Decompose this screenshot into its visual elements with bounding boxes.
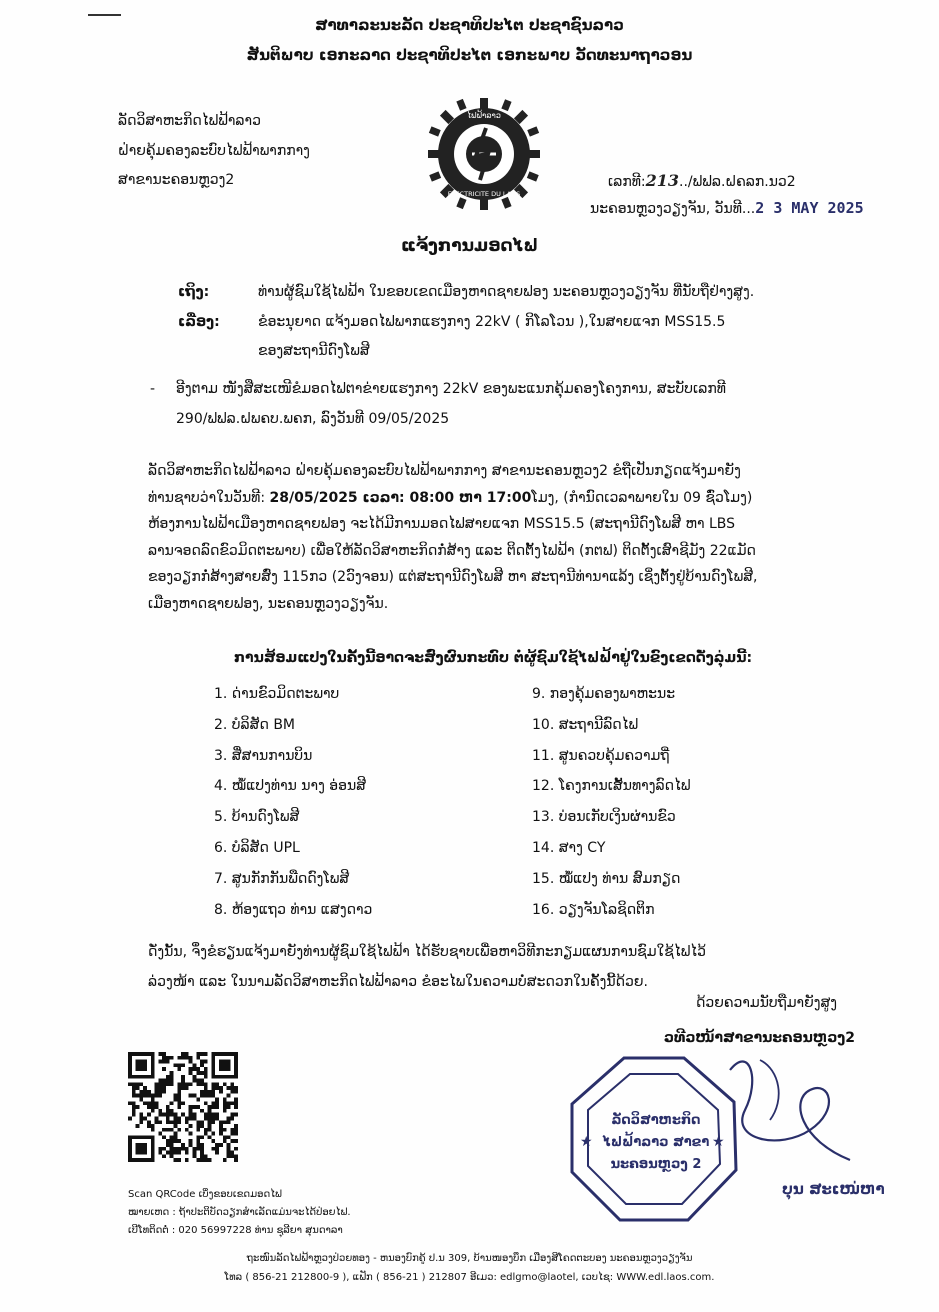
qr-code[interactable] bbox=[128, 1052, 238, 1162]
org-name-line1: ລັດວິສາຫະກິດໄຟຟ້າລາວ bbox=[118, 113, 261, 129]
body-duration: ໂມງ, (ກຳນົດເວລາພາຍໃນ 09 ຊົ່ວໂມງ) bbox=[531, 489, 753, 506]
list-item: 4. ໝໍ້ແປງທ່ານ ນາງ ອ່ອນສີ bbox=[214, 778, 367, 794]
edl-logo-icon bbox=[428, 98, 540, 210]
subject-line1: ຂໍອະນຸຍາດ ແຈ້ງມອດໄຟພາກແຮງກາງ 22kV ( ກິໂລໂວນ ),ໃນສາຍແຈກ MSS15.5 bbox=[258, 314, 726, 330]
affected-areas-heading: ການສ້ອມແປງໃນຄັ້ງນີ້ອາດຈະສົ່ງຜົນກະທົບ ຕໍ່ຜູ້ຊົມໃຊ້ໄຟຟ້າຢູ່ໃນຂົງເຂດດັ່ງລຸ່ມນີ້: bbox=[234, 650, 753, 666]
date-stamp: 2 3 MAY 2025 bbox=[755, 199, 864, 217]
logo-latin-text: ELECTRICITE DU LAOS bbox=[447, 190, 521, 198]
national-header-line1: ສາທາລະນະລັດ ປະຊາທິປະໄຕ ປະຊາຊົນລາວ bbox=[315, 16, 624, 34]
reference-bullet: - bbox=[150, 381, 156, 397]
to-text: ທ່ານຜູ້ຊົມໃຊ້ໄຟຟ້າ ໃນຂອບເຂດເມືອງຫາດຊາຍຟອງ ນະຄອນຫຼວງວຽງຈັນ ທີ່ນັບຖືຢ່າງສູງ. bbox=[258, 284, 755, 300]
subject-label: ເລື່ອງ: bbox=[178, 314, 220, 330]
stamp-star-icon: ★ bbox=[712, 1134, 725, 1150]
list-item: 7. ສູນກັກກັນພືດດົງໂພສີ bbox=[214, 871, 350, 887]
handwritten-signature bbox=[690, 1040, 860, 1180]
closing-line1: ດັ່ງນັ້ນ, ຈຶ່ງຂໍຮຽນແຈ້ງມາຍັງທ່ານຜູ້ຊົມໃຊ້ໄຟຟ້າ ໄດ້ຮັບຊາບເພື່ອຫາວິທີກະກຽມແຜນການຊົມໃຊ້ໄຟໄວ້ bbox=[148, 944, 707, 960]
list-item: 5. ບ້ານດົງໂພສີ bbox=[214, 809, 300, 825]
body-line4: ລານຈອດລົດຂົວມິດຕະພາບ) ເພື່ອໃຫ້ລັດວິສາຫະກິດກໍ່ສ້າງ ແລະ ຕິດຕັ້ງໄຟຟ້າ (ກຕຟ) ຕິດຕັ້ງເສົາຊີມັງ 22ແມັດ bbox=[148, 542, 756, 559]
list-item: 15. ໝໍ້ແປງ ທ່ານ ສົມກຽດ bbox=[532, 871, 681, 887]
body-paragraph bbox=[148, 458, 860, 617]
list-item: 16. ວຽງຈັນໂລຊິດຕິກ bbox=[532, 902, 655, 918]
stamp-line1: ລັດວິສາຫະກິດ bbox=[611, 1113, 701, 1128]
issue-date bbox=[590, 199, 864, 217]
ref-prefix: ເລກທີ: bbox=[608, 174, 646, 190]
reference-number bbox=[608, 171, 796, 190]
national-header-line2: ສັນຕິພາບ ເອກະລາດ ປະຊາທິປະໄຕ ເອກະພາບ ວັດທະນາຖາວອນ bbox=[246, 46, 693, 64]
document-title: ແຈ້ງການມອດໄຟ bbox=[400, 236, 539, 256]
subject-line2: ຂອງສະຖານີດົງໂພສີ bbox=[258, 343, 370, 359]
list-item: 6. ບໍລິສັດ UPL bbox=[214, 840, 300, 856]
body-line1: ລັດວິສາຫະກິດໄຟຟ້າລາວ ຝ່າຍຄຸ້ມຄອງລະບົບໄຟຟ້າພາກກາງ ສາຂານະຄອນຫຼວງ2 ຂໍຖືເປັນກຽດແຈ້ງມາຍັງ bbox=[148, 463, 741, 479]
body-line5: ຂອງວຽກກໍ່ສ້າງສາຍສົ່ງ 115ກວ (2ວົງຈອນ) ແຕ່ສະຖານີດົງໂພສີ ຫາ ສະຖານີທ່ານາແລ້ງ ເຊິ່ງຕັ້ງຢູ່ບ້ານດົງໂພສີ, bbox=[148, 569, 758, 585]
contact-phone: ເບີໂທຕິດຕໍ່ : 020 56997228 ທ່ານ ຊຸລີຍາ ສຸນດາລາ bbox=[128, 1225, 343, 1236]
ref-suffix: ../ຟຟລ.ຝຄລກ.ນວ2 bbox=[679, 174, 796, 190]
list-item: 12. ໂຄງການເສັ້ນທາງລົດໄຟ bbox=[532, 778, 691, 794]
list-item: 2. ບໍລິສັດ BM bbox=[214, 717, 295, 733]
stamp-star-icon: ★ bbox=[580, 1134, 593, 1150]
qr-note: ໝາຍເຫດ : ຖ້າປະຕິບັດວຽກສຳເລັດແມ່ນຈະໄດ້ປ່ອຍໄຟ. bbox=[128, 1207, 351, 1218]
reference-note-line2: 290/ຟຟລ.ຝພຄບ.ພຄກ, ລົງວັນທີ 09/05/2025 bbox=[176, 411, 450, 427]
stamp-line3: ນະຄອນຫຼວງ 2 bbox=[610, 1157, 702, 1172]
closing-paragraph bbox=[148, 937, 860, 997]
list-item: 11. ສູນຄວບຄຸ້ມຄວາມຖີ່ bbox=[532, 748, 670, 764]
list-item: 13. ບ່ອນເກັບເງິນຜ່ານຂົວ bbox=[532, 809, 676, 825]
reference-note-line1: ອີງຕາມ ໜັງສືສະເໜີຂໍມອດໄຟຕາຂ່າຍແຮງກາງ 22kV ຂອງພະແນກຄຸ້ມຄອງໂຄງການ, ສະບັບເລກທີ bbox=[176, 381, 726, 397]
signer-name: ບຸນ ສະເໜ່ຫາ bbox=[782, 1180, 885, 1198]
list-item: 8. ຫ້ອງແຖວ ທ່ານ ແສງດາວ bbox=[214, 902, 373, 918]
closing-line2: ລ່ວງໜ້າ ແລະ ໃນນາມລັດວິສາຫະກິດໄຟຟ້າລາວ ຂໍອະໄພໃນຄວາມບໍ່ສະດວກໃນຄັ້ງນີ້ດ້ວຍ. bbox=[148, 974, 648, 990]
body-line6: ເມືອງຫາດຊາຍຟອງ, ນະຄອນຫຼວງວຽງຈັນ. bbox=[148, 595, 389, 612]
footer-address: ຖະໜົນລັດໄຟຟ້າຫຼວງປ່ວຍທອງ - ຫນອງບົກຄູ້ ປ.ນ 309, ບ້ານໜອງບຶກ ເມືອງສີໂຄດຕະບອງ ນະຄອນຫຼວງວຽງຈັນ bbox=[246, 1253, 693, 1264]
date-prefix: ນະຄອນຫຼວງວຽງຈັນ, ວັນທີ... bbox=[590, 201, 756, 217]
to-label: ເຖິງ: bbox=[178, 284, 210, 300]
list-item: 3. ສື່ສານການບິນ bbox=[214, 748, 313, 764]
ref-handwritten-number: 213 bbox=[645, 171, 680, 190]
logo-lao-text: ໄຟຟ້າລາວ bbox=[467, 111, 501, 120]
list-item: 14. ສາງ CY bbox=[532, 840, 606, 856]
list-item: 9. ກອງຄຸ້ມຄອງພາຫະນະ bbox=[532, 686, 676, 702]
org-name-line3: ສາຂານະຄອນຫຼວງ2 bbox=[118, 172, 235, 188]
body-line2 bbox=[148, 485, 860, 512]
body-date-time: 28/05/2025 ເວລາ: 08:00 ຫາ 17:00 bbox=[269, 489, 532, 506]
regards-text: ດ້ວຍຄວາມນັບຖືມາຍັງສູງ bbox=[696, 995, 838, 1011]
body-line3: ຫ້ອງການໄຟຟ້າເມືອງຫາດຊາຍຟອງ ຈະໄດ້ມີການມອດໄຟສາຍແຈກ MSS15.5 (ສະຖານີດົງໂພສີ ຫາ LBS bbox=[148, 516, 736, 532]
list-item: 10. ສະຖານີລົດໄຟ bbox=[532, 717, 639, 733]
org-name-line2: ຝ່າຍຄຸ້ມຄອງລະບົບໄຟຟ້າພາກກາງ bbox=[118, 143, 310, 159]
signer-title: ວທີວໜ້າສາຂານະຄອນຫຼວງ2 bbox=[664, 1030, 856, 1046]
list-item: 1. ດ່ານຂົວມິດຕະພາບ bbox=[214, 686, 340, 702]
stamp-line2: ໄຟຟ້າລາວ ສາຂາ bbox=[602, 1135, 710, 1150]
qr-caption: Scan QRCode ເບິ່ງຂອບເຂດມອດໄຟ bbox=[128, 1189, 282, 1200]
footer-contacts: ໂທລ ( 856-21 212800-9 ), ແຟັກ ( 856-21 ) 212807 ອີເມວ: edlgmo@laotel, ເວບໄຊ: WWW.edl.laos.com. bbox=[224, 1272, 715, 1283]
body-date-lead: ທ່ານຊາບວ່າໃນວັນທີ: bbox=[148, 489, 270, 506]
